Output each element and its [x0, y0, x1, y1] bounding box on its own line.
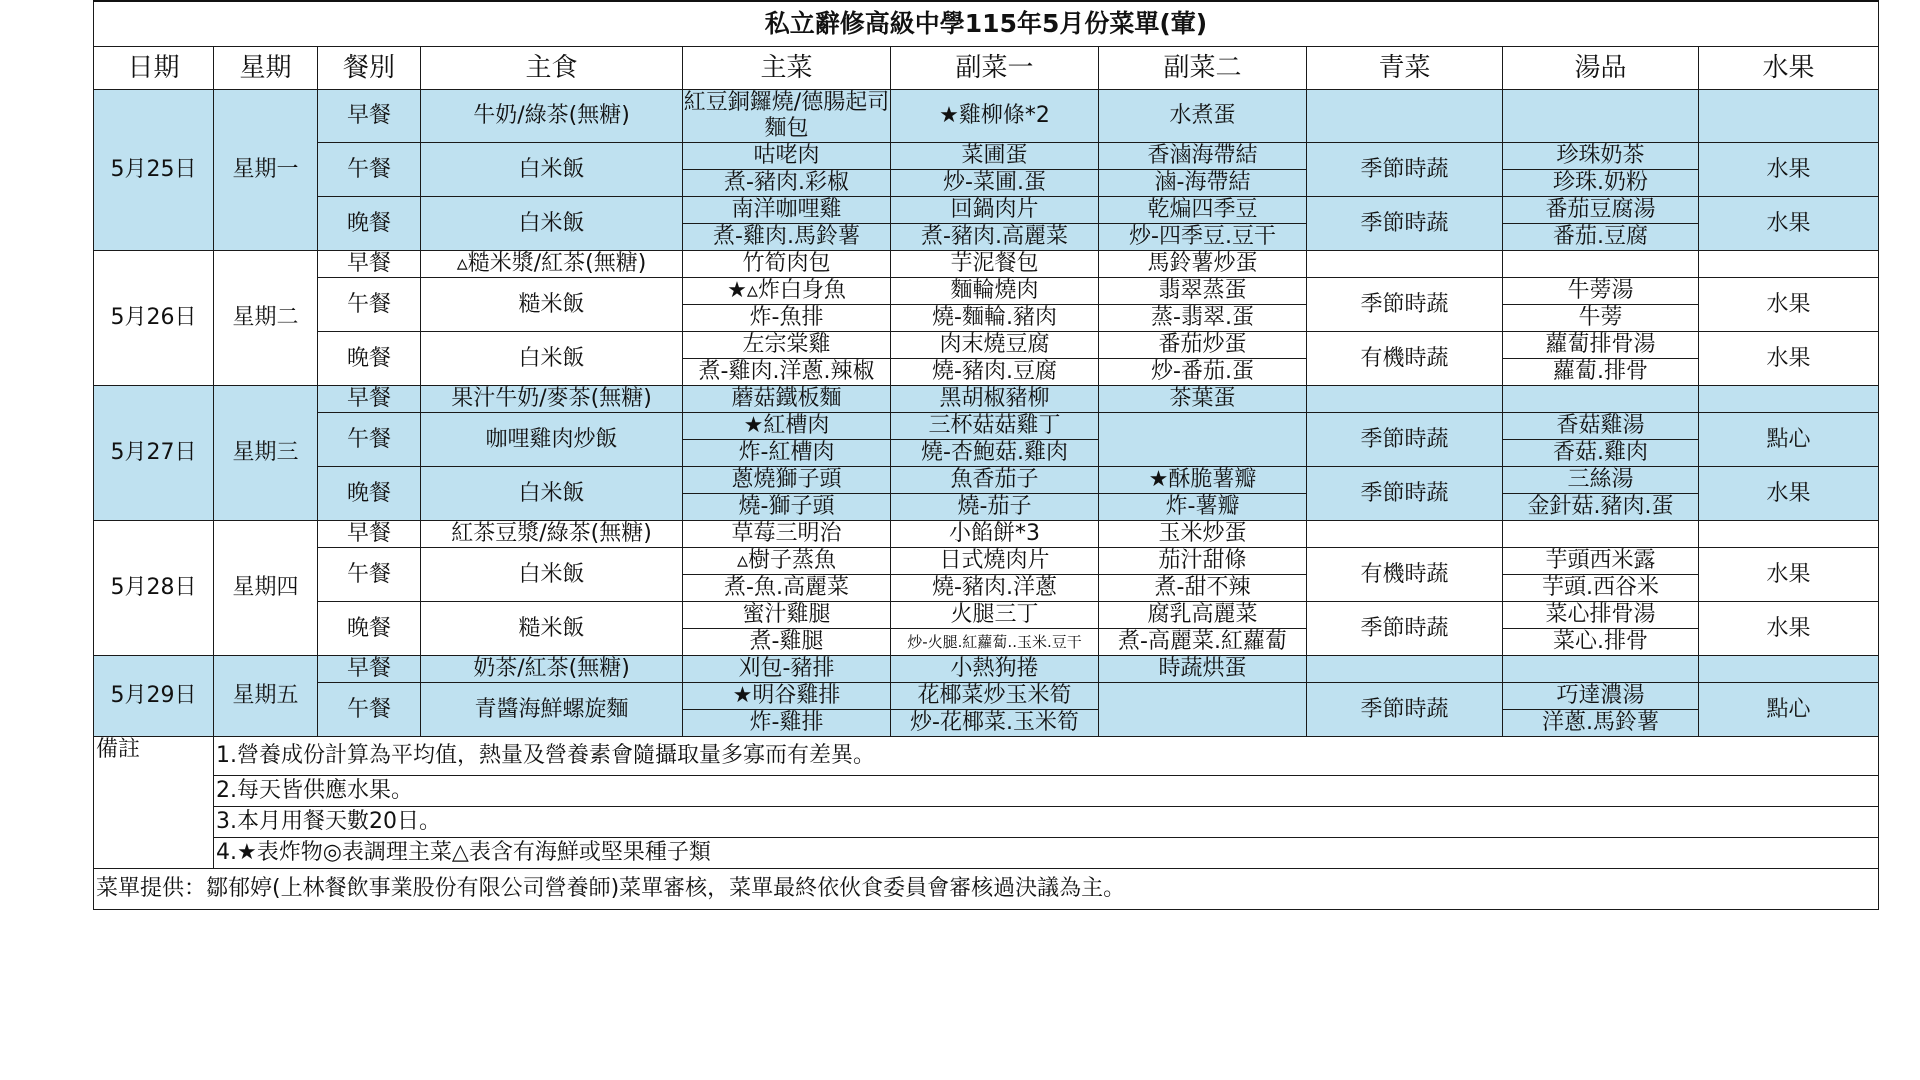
soup-ingredients: 牛蒡 — [1503, 305, 1699, 332]
side-dish-2-ingredients: 煮-甜不辣 — [1099, 575, 1307, 602]
vegetable-cell — [1307, 90, 1503, 143]
soup-cell: 芋頭西米露 — [1503, 548, 1699, 575]
main-dish: 蔥燒獅子頭 — [683, 467, 891, 494]
meal-name: 午餐 — [318, 683, 421, 737]
side-dish-1: ★雞柳條*2 — [891, 90, 1099, 143]
side-dish-1: 肉末燒豆腐 — [891, 332, 1099, 359]
fruit-cell: 水果 — [1699, 197, 1879, 251]
meal-name: 晚餐 — [318, 467, 421, 521]
vegetable-cell — [1307, 386, 1503, 413]
table-row — [94, 251, 1879, 278]
side-dish-2: 茶葉蛋 — [1099, 386, 1307, 413]
table-row — [94, 197, 1879, 224]
soup-ingredients: 香菇.雞肉 — [1503, 440, 1699, 467]
column-header: 主食 — [421, 47, 683, 90]
meal-name: 午餐 — [318, 143, 421, 197]
side-dish-2: 玉米炒蛋 — [1099, 521, 1307, 548]
note-item: 3.本月用餐天數20日。 — [214, 807, 1879, 838]
table-row — [94, 386, 1879, 413]
side-dish-1-ingredients: 煮-豬肉.高麗菜 — [891, 224, 1099, 251]
table-row — [94, 737, 1879, 776]
column-header: 水果 — [1699, 47, 1879, 90]
notes-label: 備註 — [94, 737, 214, 869]
soup-ingredients: 蘿蔔.排骨 — [1503, 359, 1699, 386]
soup-cell — [1503, 90, 1699, 143]
main-dish: 草莓三明治 — [683, 521, 891, 548]
staple-cell: ▵糙米漿/紅茶(無糖) — [421, 251, 683, 278]
main-dish-ingredients: 煮-雞肉.馬鈴薯 — [683, 224, 891, 251]
soup-cell — [1503, 521, 1699, 548]
meal-name: 早餐 — [318, 656, 421, 683]
main-dish-ingredients: 炸-魚排 — [683, 305, 891, 332]
fruit-cell — [1699, 386, 1879, 413]
side-dish-1-ingredients: 燒-麵輪.豬肉 — [891, 305, 1099, 332]
side-dish-2-ingredients: 炒-番茄.蛋 — [1099, 359, 1307, 386]
fruit-cell — [1699, 521, 1879, 548]
main-dish: 竹筍肉包 — [683, 251, 891, 278]
side-dish-1: 三杯菇菇雞丁 — [891, 413, 1099, 440]
soup-ingredients: 芋頭.西谷米 — [1503, 575, 1699, 602]
soup-cell: 蘿蔔排骨湯 — [1503, 332, 1699, 359]
meal-name: 早餐 — [318, 386, 421, 413]
main-dish-ingredients: 煮-豬肉.彩椒 — [683, 170, 891, 197]
fruit-cell — [1699, 251, 1879, 278]
vegetable-cell: 季節時蔬 — [1307, 197, 1503, 251]
soup-cell: 巧達濃湯 — [1503, 683, 1699, 710]
column-header: 副菜二 — [1099, 47, 1307, 90]
table-row — [94, 1, 1879, 47]
table-row — [94, 413, 1879, 440]
soup-cell: 菜心排骨湯 — [1503, 602, 1699, 629]
note-item: 2.每天皆供應水果。 — [214, 776, 1879, 807]
side-dish-1: 小餡餅*3 — [891, 521, 1099, 548]
side-dish-1: 小熱狗捲 — [891, 656, 1099, 683]
main-dish: ★▵炸白身魚 — [683, 278, 891, 305]
main-dish-ingredients: 炸-紅槽肉 — [683, 440, 891, 467]
soup-ingredients: 番茄.豆腐 — [1503, 224, 1699, 251]
vegetable-cell: 季節時蔬 — [1307, 413, 1503, 467]
table-row — [94, 143, 1879, 170]
date-cell: 5月25日 — [94, 90, 214, 251]
column-header: 日期 — [94, 47, 214, 90]
side-dish-2-ingredients: 炸-薯瓣 — [1099, 494, 1307, 521]
fruit-cell: 水果 — [1699, 548, 1879, 602]
soup-cell — [1503, 251, 1699, 278]
side-dish-2: 時蔬烘蛋 — [1099, 656, 1307, 683]
table-row — [94, 90, 1879, 143]
side-dish-2: 水煮蛋 — [1099, 90, 1307, 143]
side-dish-2: 番茄炒蛋 — [1099, 332, 1307, 359]
main-dish-ingredients: 煮-魚.高麗菜 — [683, 575, 891, 602]
fruit-cell: 點心 — [1699, 683, 1879, 737]
meal-name: 晚餐 — [318, 332, 421, 386]
side-dish-1: 魚香茄子 — [891, 467, 1099, 494]
staple-cell: 白米飯 — [421, 197, 683, 251]
side-dish-1-ingredients: 炒-花椰菜.玉米筍 — [891, 710, 1099, 737]
weekday-cell: 星期五 — [214, 656, 318, 737]
side-dish-1: 麵輪燒肉 — [891, 278, 1099, 305]
meal-name: 晚餐 — [318, 602, 421, 656]
main-dish: ★紅槽肉 — [683, 413, 891, 440]
side-dish-2: 馬鈴薯炒蛋 — [1099, 251, 1307, 278]
column-header: 餐別 — [318, 47, 421, 90]
side-dish-1: 菜圃蛋 — [891, 143, 1099, 170]
side-dish-2: 翡翠蒸蛋 — [1099, 278, 1307, 305]
side-dish-1: 回鍋肉片 — [891, 197, 1099, 224]
fruit-cell — [1699, 656, 1879, 683]
side-dish-1: 黑胡椒豬柳 — [891, 386, 1099, 413]
table-row — [94, 521, 1879, 548]
fruit-cell: 水果 — [1699, 332, 1879, 386]
staple-cell: 咖哩雞肉炒飯 — [421, 413, 683, 467]
side-dish-2: 茄汁甜條 — [1099, 548, 1307, 575]
staple-cell: 牛奶/綠茶(無糖) — [421, 90, 683, 143]
staple-cell: 糙米飯 — [421, 278, 683, 332]
fruit-cell: 水果 — [1699, 602, 1879, 656]
weekday-cell: 星期二 — [214, 251, 318, 386]
side-dish-2 — [1099, 683, 1307, 737]
main-dish-ingredients: 炸-雞排 — [683, 710, 891, 737]
side-dish-1-ingredients: 炒-火腿.紅蘿蔔..玉米.豆干 — [891, 629, 1099, 656]
fruit-cell: 點心 — [1699, 413, 1879, 467]
column-header: 主菜 — [683, 47, 891, 90]
main-dish: 南洋咖哩雞 — [683, 197, 891, 224]
main-dish-ingredients: 煮-雞腿 — [683, 629, 891, 656]
soup-cell — [1503, 386, 1699, 413]
note-item: 1.營養成份計算為平均值，熱量及營養素會隨攝取量多寡而有差異。 — [214, 737, 1879, 776]
note-item: 4.★表炸物◎表調理主菜△表含有海鮮或堅果種子類 — [214, 838, 1879, 869]
weekday-cell: 星期一 — [214, 90, 318, 251]
footer-credit: 菜單提供：鄒郁婷(上林餐飲事業股份有限公司營養師)菜單審核，菜單最終依伙食委員會審核過決議為主。 — [94, 869, 1879, 910]
staple-cell: 青醬海鮮螺旋麵 — [421, 683, 683, 737]
table-row — [94, 47, 1879, 90]
soup-cell: 三絲湯 — [1503, 467, 1699, 494]
side-dish-1-ingredients: 燒-豬肉.洋蔥 — [891, 575, 1099, 602]
side-dish-1-ingredients: 燒-杏鮑菇.雞肉 — [891, 440, 1099, 467]
fruit-cell: 水果 — [1699, 278, 1879, 332]
vegetable-cell: 季節時蔬 — [1307, 143, 1503, 197]
weekday-cell: 星期三 — [214, 386, 318, 521]
table-row — [94, 467, 1879, 494]
fruit-cell: 水果 — [1699, 467, 1879, 521]
meal-name: 晚餐 — [318, 197, 421, 251]
main-dish: 咕咾肉 — [683, 143, 891, 170]
page-title: 私立辭修高級中學115年5月份菜單(葷) — [94, 1, 1879, 47]
staple-cell: 紅茶豆漿/綠茶(無糖) — [421, 521, 683, 548]
column-header: 湯品 — [1503, 47, 1699, 90]
main-dish-ingredients: 煮-雞肉.洋蔥.辣椒 — [683, 359, 891, 386]
side-dish-1: 芋泥餐包 — [891, 251, 1099, 278]
vegetable-cell — [1307, 251, 1503, 278]
side-dish-2: 腐乳高麗菜 — [1099, 602, 1307, 629]
soup-cell: 香菇雞湯 — [1503, 413, 1699, 440]
staple-cell: 白米飯 — [421, 332, 683, 386]
vegetable-cell: 季節時蔬 — [1307, 278, 1503, 332]
table-row — [94, 776, 1879, 807]
main-dish: ★明谷雞排 — [683, 683, 891, 710]
date-cell: 5月27日 — [94, 386, 214, 521]
main-dish: 左宗棠雞 — [683, 332, 891, 359]
table-row — [94, 807, 1879, 838]
main-dish: 蘑菇鐵板麵 — [683, 386, 891, 413]
vegetable-cell: 有機時蔬 — [1307, 548, 1503, 602]
main-dish-ingredients: 燒-獅子頭 — [683, 494, 891, 521]
vegetable-cell: 季節時蔬 — [1307, 467, 1503, 521]
table-row — [94, 278, 1879, 305]
weekday-cell: 星期四 — [214, 521, 318, 656]
side-dish-2-ingredients: 炒-四季豆.豆干 — [1099, 224, 1307, 251]
column-header: 星期 — [214, 47, 318, 90]
staple-cell: 白米飯 — [421, 548, 683, 602]
side-dish-2: 香滷海帶結 — [1099, 143, 1307, 170]
soup-cell: 牛蒡湯 — [1503, 278, 1699, 305]
side-dish-1: 火腿三丁 — [891, 602, 1099, 629]
main-dish: 紅豆銅鑼燒/德腸起司麵包 — [683, 90, 890, 141]
date-cell: 5月29日 — [94, 656, 214, 737]
soup-ingredients: 洋蔥.馬鈴薯 — [1503, 710, 1699, 737]
table-row — [94, 656, 1879, 683]
side-dish-1: 花椰菜炒玉米筍 — [891, 683, 1099, 710]
table-row — [94, 602, 1879, 629]
meal-name: 早餐 — [318, 251, 421, 278]
side-dish-2-ingredients: 蒸-翡翠.蛋 — [1099, 305, 1307, 332]
meal-name: 午餐 — [318, 278, 421, 332]
side-dish-2-ingredients: 滷-海帶結 — [1099, 170, 1307, 197]
table-row — [94, 869, 1879, 910]
table-row — [94, 548, 1879, 575]
soup-ingredients: 金針菇.豬肉.蛋 — [1503, 494, 1699, 521]
side-dish-2: ★酥脆薯瓣 — [1099, 467, 1307, 494]
meal-name: 午餐 — [318, 413, 421, 467]
vegetable-cell — [1307, 656, 1503, 683]
date-cell: 5月26日 — [94, 251, 214, 386]
main-dish: 刈包-豬排 — [683, 656, 891, 683]
menu-table — [93, 0, 1879, 910]
table-row — [94, 838, 1879, 869]
fruit-cell: 水果 — [1699, 143, 1879, 197]
staple-cell: 糙米飯 — [421, 602, 683, 656]
vegetable-cell: 季節時蔬 — [1307, 683, 1503, 737]
vegetable-cell: 季節時蔬 — [1307, 602, 1503, 656]
table-row — [94, 332, 1879, 359]
column-header: 青菜 — [1307, 47, 1503, 90]
soup-ingredients: 珍珠.奶粉 — [1503, 170, 1699, 197]
side-dish-2: 乾煸四季豆 — [1099, 197, 1307, 224]
side-dish-1-ingredients: 燒-茄子 — [891, 494, 1099, 521]
side-dish-1: 日式燒肉片 — [891, 548, 1099, 575]
staple-cell: 奶茶/紅茶(無糖) — [421, 656, 683, 683]
side-dish-2-ingredients: 煮-高麗菜.紅蘿蔔 — [1099, 629, 1307, 656]
staple-cell: 白米飯 — [421, 467, 683, 521]
side-dish-1-ingredients: 燒-豬肉.豆腐 — [891, 359, 1099, 386]
meal-name: 午餐 — [318, 548, 421, 602]
meal-name: 早餐 — [318, 521, 421, 548]
fruit-cell — [1699, 90, 1879, 143]
table-row — [94, 683, 1879, 710]
soup-cell — [1503, 656, 1699, 683]
vegetable-cell — [1307, 521, 1503, 548]
column-header: 副菜一 — [891, 47, 1099, 90]
staple-cell: 果汁牛奶/麥茶(無糖) — [421, 386, 683, 413]
main-dish: ▵樹子蒸魚 — [683, 548, 891, 575]
meal-name: 早餐 — [318, 90, 421, 143]
side-dish-2 — [1099, 413, 1307, 467]
main-dish: 蜜汁雞腿 — [683, 602, 891, 629]
side-dish-1-ingredients: 炒-菜圃.蛋 — [891, 170, 1099, 197]
staple-cell: 白米飯 — [421, 143, 683, 197]
vegetable-cell: 有機時蔬 — [1307, 332, 1503, 386]
soup-cell: 番茄豆腐湯 — [1503, 197, 1699, 224]
soup-ingredients: 菜心.排骨 — [1503, 629, 1699, 656]
date-cell: 5月28日 — [94, 521, 214, 656]
soup-cell: 珍珠奶茶 — [1503, 143, 1699, 170]
